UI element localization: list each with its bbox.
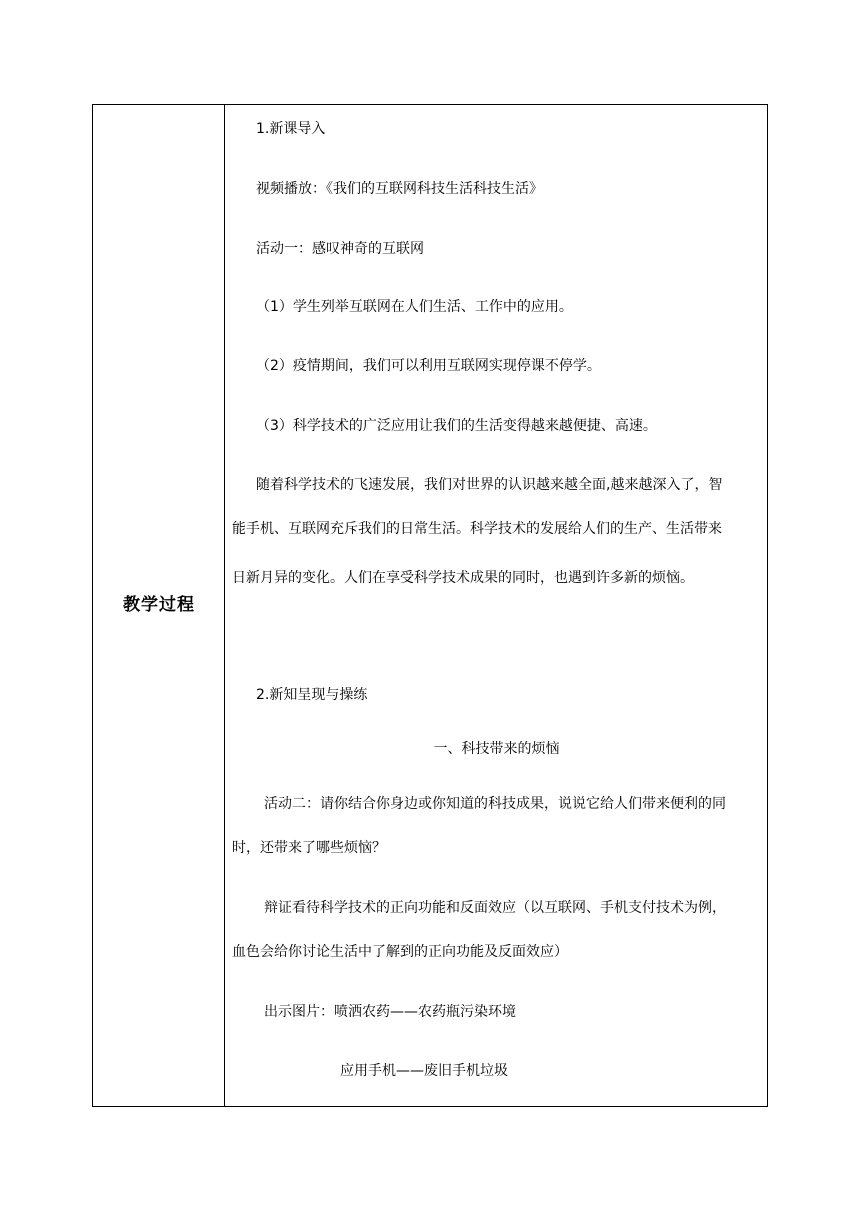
picture-line-2: 应用手机——废旧手机垃圾 (340, 1063, 508, 1079)
activity-two-line-1: 活动二：请你结合你身边或你知道的科技成果，说说它给人们带来便利的同 (264, 796, 726, 812)
row-label-cell (93, 105, 225, 1106)
activity-one-item-3: （3）科学技术的广泛应用让我们的生活变得越来越便捷、高速。 (256, 418, 657, 434)
section-heading-intro: 1.新课导入 (256, 121, 326, 137)
row-label: 教学过程 (123, 595, 195, 615)
paragraph-line-1: 随着科学技术的飞速发展，我们对世界的认识越来越全面,越来越深入了，智 (256, 477, 723, 493)
activity-one-heading: 活动一：感叹神奇的互联网 (256, 241, 424, 257)
activity-two-line-2: 时，还带来了哪些烦恼？ (232, 840, 386, 856)
section-heading-new-knowledge: 2.新知呈现与操练 (256, 687, 368, 703)
activity-one-item-2: （2）疫情期间，我们可以利用互联网实现停课不停学。 (256, 358, 601, 374)
picture-line-1: 出示图片：喷洒农药——农药瓶污染环境 (264, 1004, 516, 1020)
content-cell (226, 105, 767, 1106)
subsection-title: 一、科技带来的烦恼 (433, 741, 560, 757)
dialectic-line-1: 辩证看待科学技术的正向功能和反面效应（以互联网、手机支付技术为例， (264, 900, 726, 916)
video-line: 视频播放：《我们的互联网科技生活科技生活》 (256, 181, 543, 197)
lesson-table (92, 104, 768, 1107)
activity-one-item-1: （1）学生列举互联网在人们生活、工作中的应用。 (256, 299, 573, 315)
paragraph-line-3: 日新月异的变化。人们在享受科学技术成果的同时，也遇到许多新的烦恼。 (232, 570, 694, 586)
paragraph-line-2: 能手机、互联网充斥我们的日常生活。科学技术的发展给人们的生产、生活带来 (232, 521, 722, 537)
dialectic-line-2: 血色会给你讨论生活中了解到的正向功能及反面效应） (232, 944, 568, 960)
